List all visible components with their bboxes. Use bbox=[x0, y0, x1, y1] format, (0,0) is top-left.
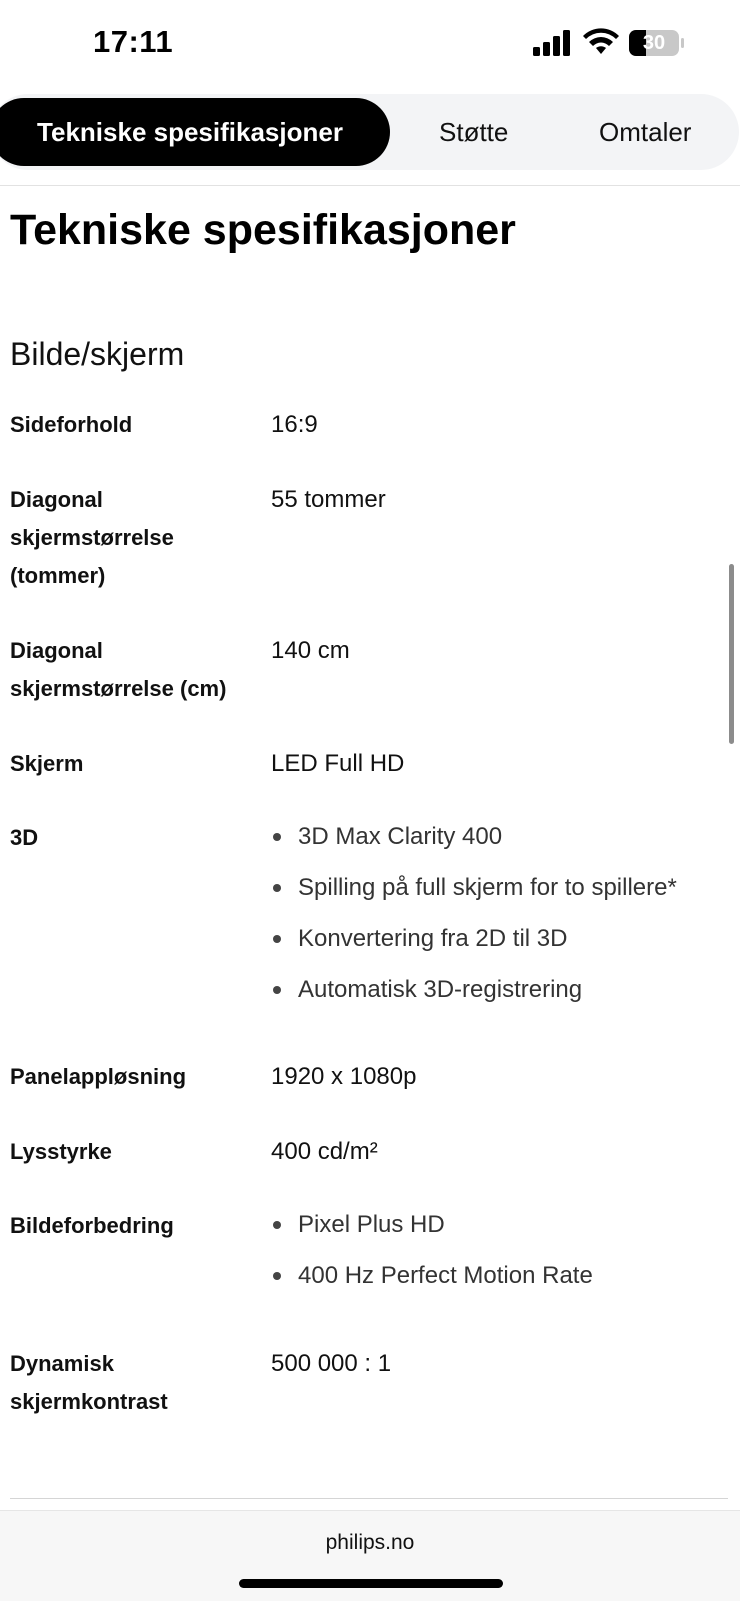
list-item: 3D Max Clarity 400 bbox=[271, 811, 677, 862]
section-title: Bilde/skjerm bbox=[10, 336, 185, 372]
tab-tekniske-spesifikasjoner[interactable]: Tekniske spesifikasjoner bbox=[0, 98, 390, 166]
divider bbox=[0, 185, 740, 186]
spec-label-3d: 3D bbox=[10, 825, 39, 850]
spec-value-panelopplosning: 1920 x 1080p bbox=[271, 1063, 417, 1090]
spec-label-skjerm: Skjerm bbox=[10, 751, 84, 776]
spec-label-diagonal-cm: Diagonal skjermstørrelse (cm) bbox=[10, 638, 227, 701]
section-tabbar bbox=[0, 94, 739, 170]
spec-label-panelopplosning: Panelappløsning bbox=[10, 1064, 187, 1089]
list-item: Automatisk 3D-registrering bbox=[271, 964, 677, 1015]
spec-list-3d bbox=[271, 811, 677, 1015]
battery-icon bbox=[629, 30, 685, 56]
spec-list-bildeforbedring bbox=[271, 1199, 593, 1301]
battery-level: 30 bbox=[642, 32, 666, 54]
status-bar bbox=[0, 0, 740, 88]
tab-stotte[interactable]: Støtte bbox=[439, 116, 509, 147]
spec-label-lysstyrke: Lysstyrke bbox=[10, 1139, 112, 1164]
spec-label-diagonal-tommer: Diagonal skjermstørrelse (tommer) bbox=[10, 487, 174, 588]
wifi-icon bbox=[583, 28, 619, 56]
address-bar-url[interactable]: philips.no bbox=[325, 1531, 415, 1554]
list-item: Konvertering fra 2D til 3D bbox=[271, 913, 677, 964]
browser-bottom-bar bbox=[0, 1510, 740, 1601]
page-title: Tekniske spesifikasjoner bbox=[10, 206, 516, 254]
spec-value-dynamisk-kontrast: 500 000 : 1 bbox=[271, 1350, 392, 1377]
list-item: Spilling på full skjerm for to spillere* bbox=[271, 862, 677, 913]
spec-value-diagonal-tommer: 55 tommer bbox=[271, 486, 386, 513]
spec-value-lysstyrke: 400 cd/m² bbox=[271, 1138, 378, 1165]
spec-value-diagonal-cm: 140 cm bbox=[271, 637, 350, 664]
spec-label-dynamisk-kontrast: Dynamisk skjermkontrast bbox=[10, 1351, 168, 1414]
spec-label-bildeforbedring: Bildeforbedring bbox=[10, 1213, 174, 1238]
status-time: 17:11 bbox=[93, 24, 174, 59]
spec-value-sideforhold: 16:9 bbox=[271, 411, 318, 438]
list-item: Pixel Plus HD bbox=[271, 1199, 593, 1250]
list-item: 400 Hz Perfect Motion Rate bbox=[271, 1250, 593, 1301]
tab-omtaler[interactable]: Omtaler bbox=[599, 116, 692, 147]
home-indicator[interactable] bbox=[239, 1579, 503, 1588]
signal-icon bbox=[533, 30, 573, 56]
scrollbar[interactable] bbox=[729, 564, 734, 744]
spec-value-skjerm: LED Full HD bbox=[271, 750, 405, 777]
spec-label-sideforhold: Sideforhold bbox=[10, 412, 133, 437]
divider bbox=[10, 1498, 728, 1499]
